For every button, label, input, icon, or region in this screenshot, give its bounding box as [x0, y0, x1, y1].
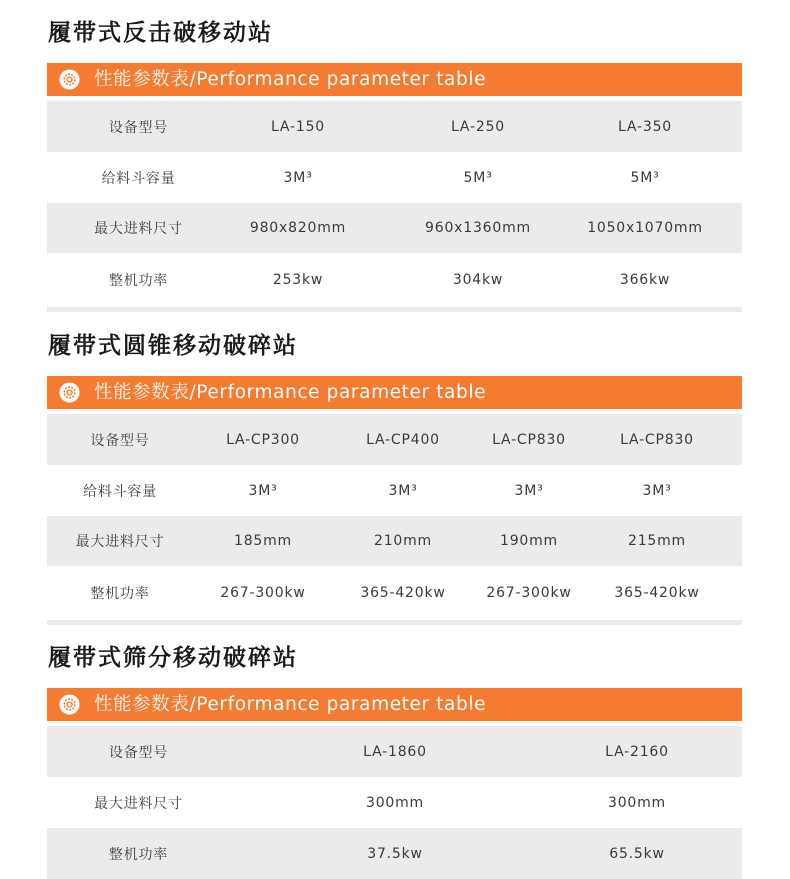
bar-label: 性能参数表/Performance parameter table: [94, 382, 487, 403]
table-cell: 980x820mm: [249, 220, 347, 236]
table-cell: 65.5kw: [609, 845, 665, 862]
table-cell: LA-250: [451, 118, 505, 135]
row-label: 给料斗容量: [101, 170, 176, 187]
gear-icon: [59, 694, 80, 715]
table-cell: LA-CP830: [492, 431, 566, 448]
section-title: 履带式圆锥移动破碎站: [48, 333, 298, 359]
bar-label: 性能参数表/Performance parameter table: [94, 69, 487, 90]
gear-icon: [59, 69, 80, 90]
table-row: [47, 414, 742, 465]
table-cell: 267-300kw: [486, 585, 572, 601]
table-bottom-divider: [47, 307, 742, 312]
table-cell: LA-CP400: [366, 431, 440, 448]
gear-icon: [59, 382, 80, 403]
row-label: 设备型号: [108, 744, 169, 761]
parameter-table-bar: [47, 63, 742, 96]
row-label: 最大进料尺寸: [75, 534, 165, 550]
table-row: [47, 203, 742, 253]
table-row: [47, 828, 742, 879]
table-cell: LA-2160: [605, 743, 669, 760]
table-cell: 365-420kw: [614, 585, 700, 601]
row-label: 最大进料尺寸: [94, 795, 183, 812]
row-label: 整机功率: [108, 273, 169, 289]
table-cell: 5M³: [630, 169, 660, 186]
table-cell: 365-420kw: [360, 585, 446, 601]
row-label: 整机功率: [90, 586, 150, 602]
table-cell: 300mm: [608, 794, 666, 811]
table-cell: 267-300kw: [220, 585, 306, 601]
table-cell: LA-350: [618, 118, 672, 135]
row-label: 设备型号: [90, 432, 150, 449]
table-cell: LA-CP830: [620, 431, 694, 448]
table-row: [47, 465, 742, 516]
row-label: 设备型号: [108, 119, 169, 136]
table-row: [47, 253, 742, 307]
table-cell: LA-150: [271, 118, 325, 135]
table-cell: 210mm: [374, 533, 432, 549]
parameter-table-bar: [47, 376, 742, 409]
section-title: 履带式反击破移动站: [48, 20, 273, 46]
table-bottom-divider: [47, 620, 742, 625]
table-row: [47, 152, 742, 203]
bar-label: 性能参数表/Performance parameter table: [94, 694, 487, 715]
table-row: [47, 726, 742, 777]
table-cell: 3M³: [388, 482, 418, 499]
row-label: 整机功率: [108, 846, 169, 863]
table-row: [47, 101, 742, 152]
table-cell: 366kw: [619, 272, 671, 288]
table-cell: 253kw: [272, 272, 324, 288]
table-cell: 960x1360mm: [425, 220, 531, 236]
table-cell: 3M³: [514, 482, 544, 499]
table-cell: 304kw: [452, 272, 504, 288]
table-cell: 1050x1070mm: [587, 220, 703, 236]
row-label: 给料斗容量: [83, 483, 157, 500]
table-row: [47, 777, 742, 828]
section-title: 履带式筛分移动破碎站: [48, 645, 298, 671]
parameter-table-bar: [47, 688, 742, 721]
table-cell: 185mm: [234, 533, 292, 549]
table-cell: 3M³: [248, 482, 278, 499]
table-row: [47, 566, 742, 620]
table-cell: 37.5kw: [367, 845, 423, 862]
table-cell: 190mm: [500, 533, 558, 549]
table-cell: 3M³: [642, 482, 672, 499]
table-row: [47, 516, 742, 566]
table-cell: 3M³: [283, 169, 313, 186]
row-label: 最大进料尺寸: [94, 221, 183, 237]
table-cell: LA-CP300: [226, 431, 300, 448]
table-cell: 5M³: [463, 169, 493, 186]
table-cell: 215mm: [628, 533, 686, 549]
table-cell: LA-1860: [363, 743, 427, 760]
table-cell: 300mm: [366, 794, 424, 811]
